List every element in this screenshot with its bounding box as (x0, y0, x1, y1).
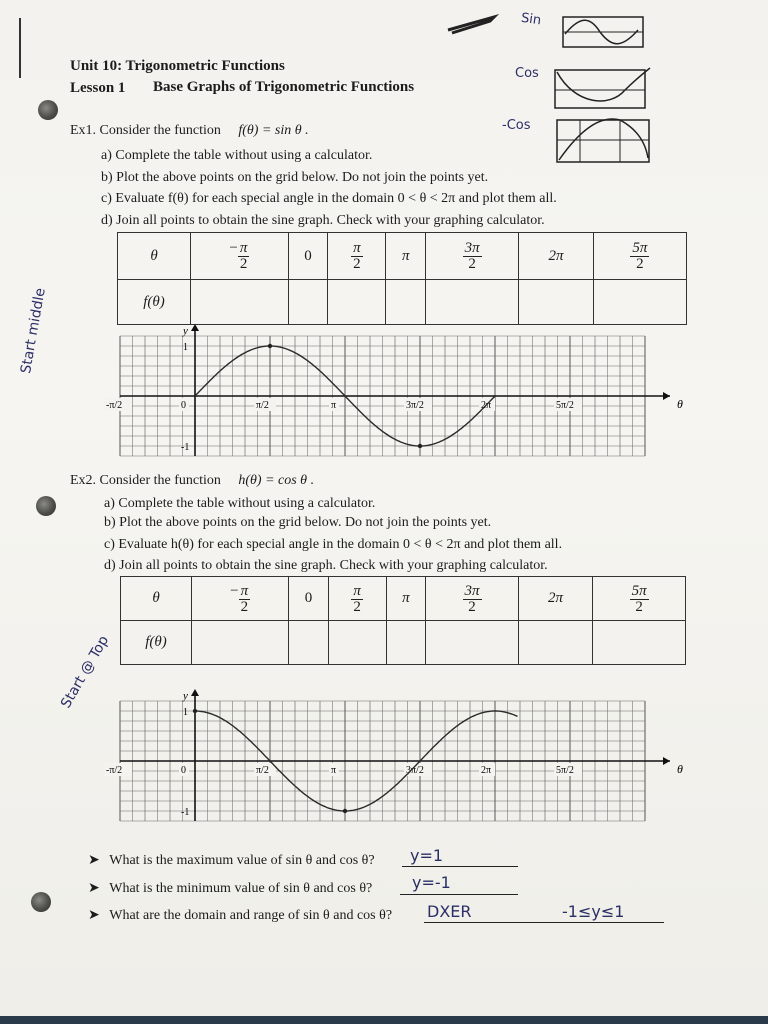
x-tick-label: 2π (481, 765, 492, 776)
ex1-f-row (118, 280, 687, 325)
bullet-arrow-icon: ➤ (88, 881, 100, 896)
answer-3-domain: DXER (427, 902, 472, 921)
ex2-item-b: b) Plot the above points on the grid below. Do not join the points yet. (104, 515, 492, 530)
header-pi: π (386, 577, 425, 621)
pen-scribble (448, 17, 494, 33)
negcos-sketch-box (557, 120, 649, 162)
x-axis-label: θ (677, 397, 683, 411)
question-2 (88, 880, 372, 897)
header-zero: 0 (288, 233, 328, 280)
ex1-title-text: Ex1. Consider the function (70, 123, 221, 138)
value-cell[interactable] (288, 280, 328, 325)
question-1-text: What is the maximum value of sin θ and cos θ? (109, 853, 375, 868)
y-tick-neg1: -1 (181, 442, 190, 453)
margin-sketches (440, 0, 670, 175)
unit-title: Unit 10: Trigonometric Functions (70, 58, 285, 74)
ex1-graph (100, 320, 683, 470)
binder-hole-3 (31, 892, 51, 912)
x-axis-label: θ (677, 762, 683, 776)
ex1-theta-row (118, 233, 687, 280)
binder-hole-2 (36, 496, 56, 516)
question-1 (88, 852, 375, 869)
ex1-item-c: c) Evaluate f(θ) for each special angle in the domain 0 < θ < 2π and plot them all. (101, 191, 557, 206)
sin-sketch-label: Sin (520, 10, 543, 29)
header-zero: 0 (289, 577, 328, 621)
question-3 (88, 907, 392, 924)
ex1-item-d: d) Join all points to obtain the sine graph. Check with your graphing calculator. (101, 213, 545, 228)
page-bottom-edge (0, 1016, 768, 1024)
ex2-f-row (121, 621, 686, 665)
ex1-function: f(θ) = sin θ . (238, 123, 309, 138)
x-tick-label: 0 (181, 400, 186, 411)
lesson-number: Lesson 1 (70, 80, 126, 96)
margin-mark (19, 18, 21, 78)
value-cell[interactable] (518, 621, 592, 665)
answer-1: y=1 (410, 846, 444, 865)
header-neg-pi-over-2: − $\frac{\pi}{2}$ (191, 233, 289, 280)
x-tick-label: -π/2 (106, 400, 123, 411)
f-label: f(θ) (121, 621, 192, 665)
ex2-graph (100, 685, 683, 835)
x-tick-label: π (331, 400, 337, 411)
value-cell[interactable] (519, 280, 594, 325)
x-axis-arrow-icon (663, 757, 670, 765)
value-cell[interactable] (593, 621, 686, 665)
question-3-text: What are the domain and range of sin θ and cos θ? (109, 908, 393, 923)
header-pi-over-2: $\frac{\pi}{2}$ (328, 233, 386, 280)
ex1-item-a: a) Complete the table without using a calculator. (101, 148, 373, 163)
value-cell[interactable] (426, 621, 519, 665)
plotted-point (193, 709, 197, 713)
plotted-point (268, 344, 272, 348)
plotted-point (418, 444, 422, 448)
value-cell[interactable] (386, 280, 426, 325)
x-tick-label: 0 (181, 765, 186, 776)
answer-line-2[interactable] (400, 894, 518, 895)
value-cell[interactable] (328, 621, 386, 665)
x-tick-label: π (331, 765, 337, 776)
y-axis-label: y (183, 690, 188, 702)
cos-sketch-label: Cos (515, 66, 539, 81)
x-axis-arrow-icon (663, 392, 670, 400)
value-cell[interactable] (289, 621, 328, 665)
ex2-margin-note: Start @ Top (58, 633, 113, 711)
header-2pi: 2π (519, 233, 594, 280)
header-neg-pi-over-2: − $\frac{\pi}{2}$ (192, 577, 289, 621)
y-axis-label: y (183, 325, 188, 337)
x-tick-label: 5π/2 (556, 400, 574, 411)
plotted-point (343, 809, 347, 813)
value-cell[interactable] (386, 621, 425, 665)
bullet-arrow-icon: ➤ (88, 853, 100, 868)
lesson-title: Base Graphs of Trigonometric Functions (153, 79, 415, 95)
ex2-title (70, 473, 314, 489)
header-3pi-over-2: $\frac{3\pi}{2}$ (426, 577, 519, 621)
x-tick-label: 3π/2 (406, 400, 424, 411)
binder-hole-1 (38, 100, 58, 120)
header-2pi: 2π (518, 577, 592, 621)
x-tick-label: π/2 (256, 765, 269, 776)
header-5pi-over-2: $\frac{5\pi}{2}$ (593, 577, 686, 621)
ex1-title (70, 123, 309, 139)
header-5pi-over-2: $\frac{5\pi}{2}$ (593, 233, 686, 280)
y-tick-neg1: -1 (181, 807, 190, 818)
cos-sketch-box (555, 70, 645, 108)
answer-line-3[interactable] (424, 922, 664, 923)
x-tick-label: 3π/2 (406, 765, 424, 776)
value-cell[interactable] (192, 621, 289, 665)
ex2-item-c: c) Evaluate h(θ) for each special angle in the domain 0 < θ < 2π and plot them all. (104, 537, 563, 552)
value-cell[interactable] (328, 280, 386, 325)
y-tick-1: 1 (183, 342, 188, 353)
ex2-item-d: d) Join all points to obtain the sine graph. Check with your graphing calculator. (104, 558, 548, 573)
question-2-text: What is the minimum value of sin θ and cos θ? (109, 881, 373, 896)
answer-2: y=-1 (412, 873, 451, 892)
ex2-item-a: a) Complete the table without using a calculator. (104, 496, 376, 511)
negcos-sketch-label: -Cos (502, 118, 531, 133)
x-tick-label: -π/2 (106, 765, 123, 776)
ex1-margin-note: Start middle (18, 286, 49, 375)
ex2-title-text: Ex2. Consider the function (70, 473, 221, 488)
ex2-function: h(θ) = cos θ . (238, 473, 315, 488)
f-label: f(θ) (118, 280, 191, 325)
header-3pi-over-2: $\frac{3\pi}{2}$ (426, 233, 519, 280)
ex1-value-table (117, 232, 687, 325)
theta-label: θ (118, 233, 191, 280)
y-tick-1: 1 (183, 707, 188, 718)
x-tick-label: 5π/2 (556, 765, 574, 776)
y-axis-arrow-icon (191, 689, 199, 696)
header-pi-over-2: $\frac{\pi}{2}$ (328, 577, 386, 621)
y-axis-arrow-icon (191, 324, 199, 331)
ex1-item-b: b) Plot the above points on the grid below. Do not join the points yet. (101, 170, 489, 185)
answer-3-range: -1≤y≤1 (562, 902, 625, 921)
bullet-arrow-icon: ➤ (88, 908, 100, 923)
value-cell[interactable] (593, 280, 686, 325)
ex2-value-table (120, 576, 686, 665)
ex2-theta-row (121, 577, 686, 621)
x-tick-label: 2π (481, 400, 492, 411)
theta-label: θ (121, 577, 192, 621)
value-cell[interactable] (191, 280, 289, 325)
header-pi: π (386, 233, 426, 280)
x-tick-label: π/2 (256, 400, 269, 411)
cos-sketch-curve (557, 68, 650, 101)
value-cell[interactable] (426, 280, 519, 325)
answer-line-1[interactable] (402, 866, 518, 867)
